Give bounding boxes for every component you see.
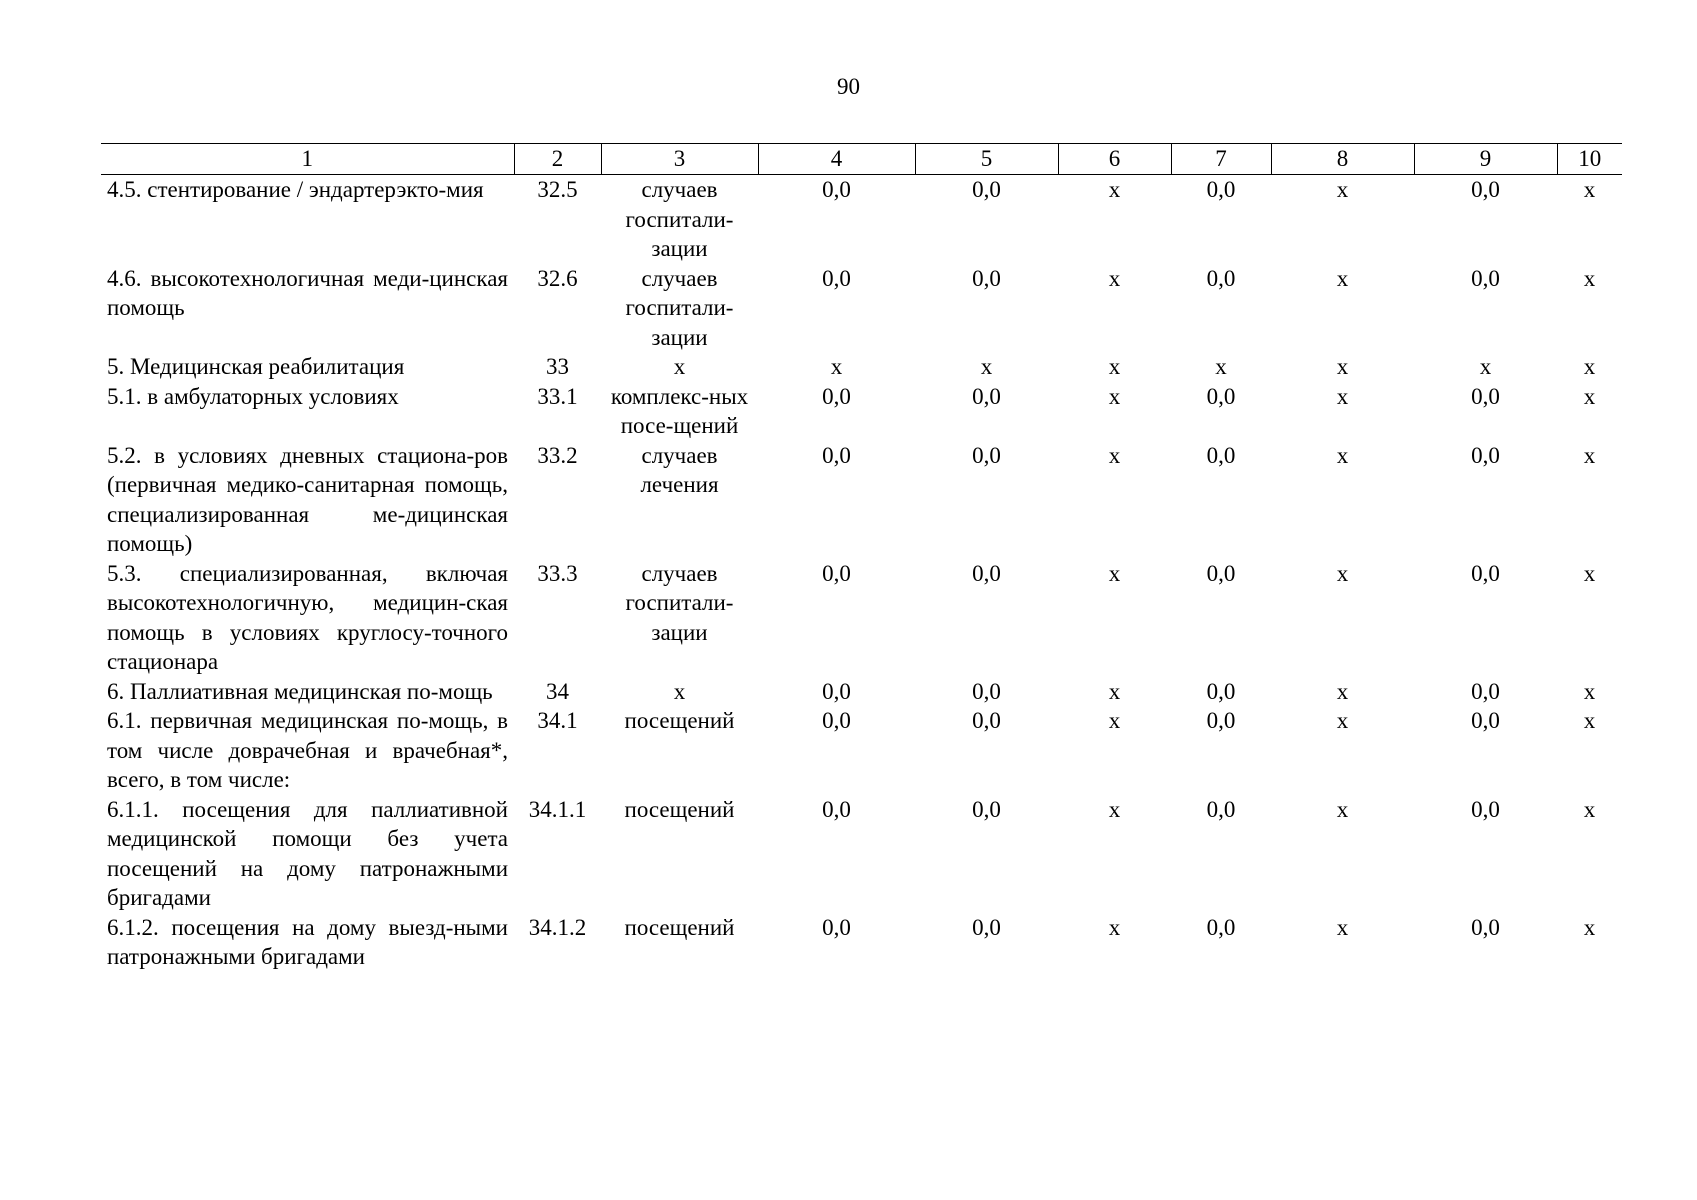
cell-value: 0,0 [972,708,1001,733]
column-header: 6 [1058,144,1171,175]
cell-value: х [1108,678,1121,704]
row-name: 5.2. в условиях дневных стациона-ров (первичная медико-санитарная помощь, специализированная ме-дицинская помощь) [107,442,508,556]
cell-value: х [1583,383,1596,409]
cell-value: 0,0 [1206,265,1236,291]
cell-value: 0,0 [972,914,1001,940]
table-row [101,559,1622,677]
cell-value: х [1108,265,1121,291]
cell-value: 0,0 [1206,560,1236,586]
cell-value: х [1108,914,1121,940]
cell-value: 0,0 [1471,177,1500,202]
cell-value: 0,0 [1471,442,1500,468]
cell-value: х [1336,354,1349,379]
row-name: 5.1. в амбулаторных условиях [107,383,399,409]
table-row [101,677,1622,707]
row-line-number: 32.6 [537,265,578,291]
cell-value: 0,0 [972,442,1001,468]
data-table [101,143,1622,972]
cell-value: х [1583,177,1596,202]
cell-value: 0,0 [1206,708,1236,733]
table-row [101,795,1622,913]
row-name: 5. Медицинская реабилитация [107,354,405,379]
cell-value: х [1336,177,1349,202]
cell-value: 0,0 [1471,678,1500,704]
row-name: 5.3. специализированная, включая высокотехнологичную, медицин-ская помощь в условиях круглосу-точного стационара [107,560,508,674]
cell-value: 0,0 [1206,442,1236,468]
cell-value: х [1108,560,1121,586]
cell-value: х [1108,383,1121,409]
row-name: 6.1.2. посещения на дому выезд-ными патронажными бригадами [107,914,508,969]
row-unit: комплекс-ных посе-щений [610,383,749,438]
cell-value: х [1108,442,1121,468]
column-header: 8 [1271,144,1414,175]
cell-value: х [1583,560,1596,586]
row-line-number: 33.1 [537,383,578,409]
cell-value: х [1108,796,1121,822]
cell-value: 0,0 [972,383,1001,409]
cell-value: 0,0 [972,177,1001,202]
cell-value: 0,0 [1471,265,1500,291]
column-header: 5 [915,144,1058,175]
cell-value: х [1108,354,1121,379]
column-header: 4 [758,144,915,175]
table-header-row [101,144,1622,175]
cell-value: 0,0 [822,708,851,733]
cell-value: 0,0 [1471,796,1500,822]
cell-value: х [1583,678,1596,704]
table-row [101,264,1622,353]
cell-value: х [1583,354,1596,379]
row-line-number: 33 [546,354,569,379]
cell-value: х [1336,708,1349,733]
cell-value: 0,0 [822,177,851,202]
cell-value: х [1583,914,1596,940]
cell-value: х [1336,265,1349,291]
cell-value: х [1108,708,1121,733]
cell-value: 0,0 [1471,560,1500,586]
cell-value: х [1479,354,1492,379]
cell-value: 0,0 [972,560,1001,586]
cell-value: 0,0 [822,914,851,940]
table-row [101,382,1622,441]
row-unit: посещений [624,708,735,733]
row-line-number: 32.5 [537,177,578,202]
row-unit: х [673,678,686,704]
cell-value: 0,0 [822,383,851,409]
cell-value: 0,0 [972,678,1001,704]
row-name: 6.1.1. посещения для паллиативной медицинской помощи без учета посещений на дому патронажными бригадами [107,796,508,910]
row-name: 6.1. первичная медицинская по-мощь, в том числе доврачебная и врачебная*, всего, в том числе: [107,708,508,792]
cell-value: 0,0 [1206,383,1236,409]
cell-value: 0,0 [972,265,1001,291]
cell-value: х [1583,708,1596,733]
column-header: 3 [601,144,758,175]
row-name: 4.6. высокотехнологичная меди-цинская помощь [107,265,508,320]
cell-value: х [1215,354,1227,379]
cell-value: 0,0 [972,796,1001,822]
cell-value: 0,0 [1206,796,1236,822]
cell-value: 0,0 [1471,708,1500,733]
cell-value: х [1336,560,1349,586]
cell-value: х [830,354,843,379]
cell-value: х [1108,177,1121,202]
row-name: 4.5. стентирование / эндартерэкто-мия [107,177,484,202]
row-line-number: 34 [546,678,569,704]
column-header: 1 [101,144,514,175]
cell-value: 0,0 [822,560,851,586]
cell-value: х [980,354,993,379]
column-header: 9 [1414,144,1557,175]
row-unit: случаев госпитали-зации [625,560,734,645]
row-unit: х [673,354,686,379]
row-line-number: 33.3 [537,560,578,586]
row-line-number: 33.2 [537,442,578,468]
row-line-number: 34.1 [537,708,578,733]
table-row [101,706,1622,795]
page-number: 90 [837,74,860,99]
cell-value: 0,0 [1471,914,1500,940]
cell-value: 0,0 [1206,177,1236,202]
cell-value: 0,0 [822,678,851,704]
row-unit: посещений [624,914,735,940]
cell-value: 0,0 [822,796,851,822]
row-unit: случаев госпитали-зации [625,265,734,350]
row-line-number: 34.1.2 [528,914,587,940]
cell-value: 0,0 [1471,383,1500,409]
cell-value: х [1336,914,1349,940]
cell-value: х [1583,796,1596,822]
cell-value: х [1336,796,1349,822]
column-header: 7 [1171,144,1271,175]
cell-value: х [1583,265,1596,291]
cell-value: х [1336,383,1349,409]
cell-value: х [1336,678,1349,704]
cell-value: х [1583,442,1596,468]
row-unit: случаев лечения [640,442,719,497]
table-row [101,352,1622,382]
row-unit: посещений [624,796,735,822]
row-line-number: 34.1.1 [528,796,587,822]
cell-value: 0,0 [822,265,851,291]
table-row [101,441,1622,559]
column-header: 2 [514,144,601,175]
row-name: 6. Паллиативная медицинская по-мощь [107,678,493,704]
table-row [101,913,1622,972]
cell-value: 0,0 [1206,678,1236,704]
table-row [101,175,1622,264]
row-unit: случаев госпитали-зации [625,177,734,261]
column-header: 10 [1557,144,1622,175]
cell-value: 0,0 [1206,914,1236,940]
cell-value: 0,0 [822,442,851,468]
cell-value: х [1336,442,1349,468]
